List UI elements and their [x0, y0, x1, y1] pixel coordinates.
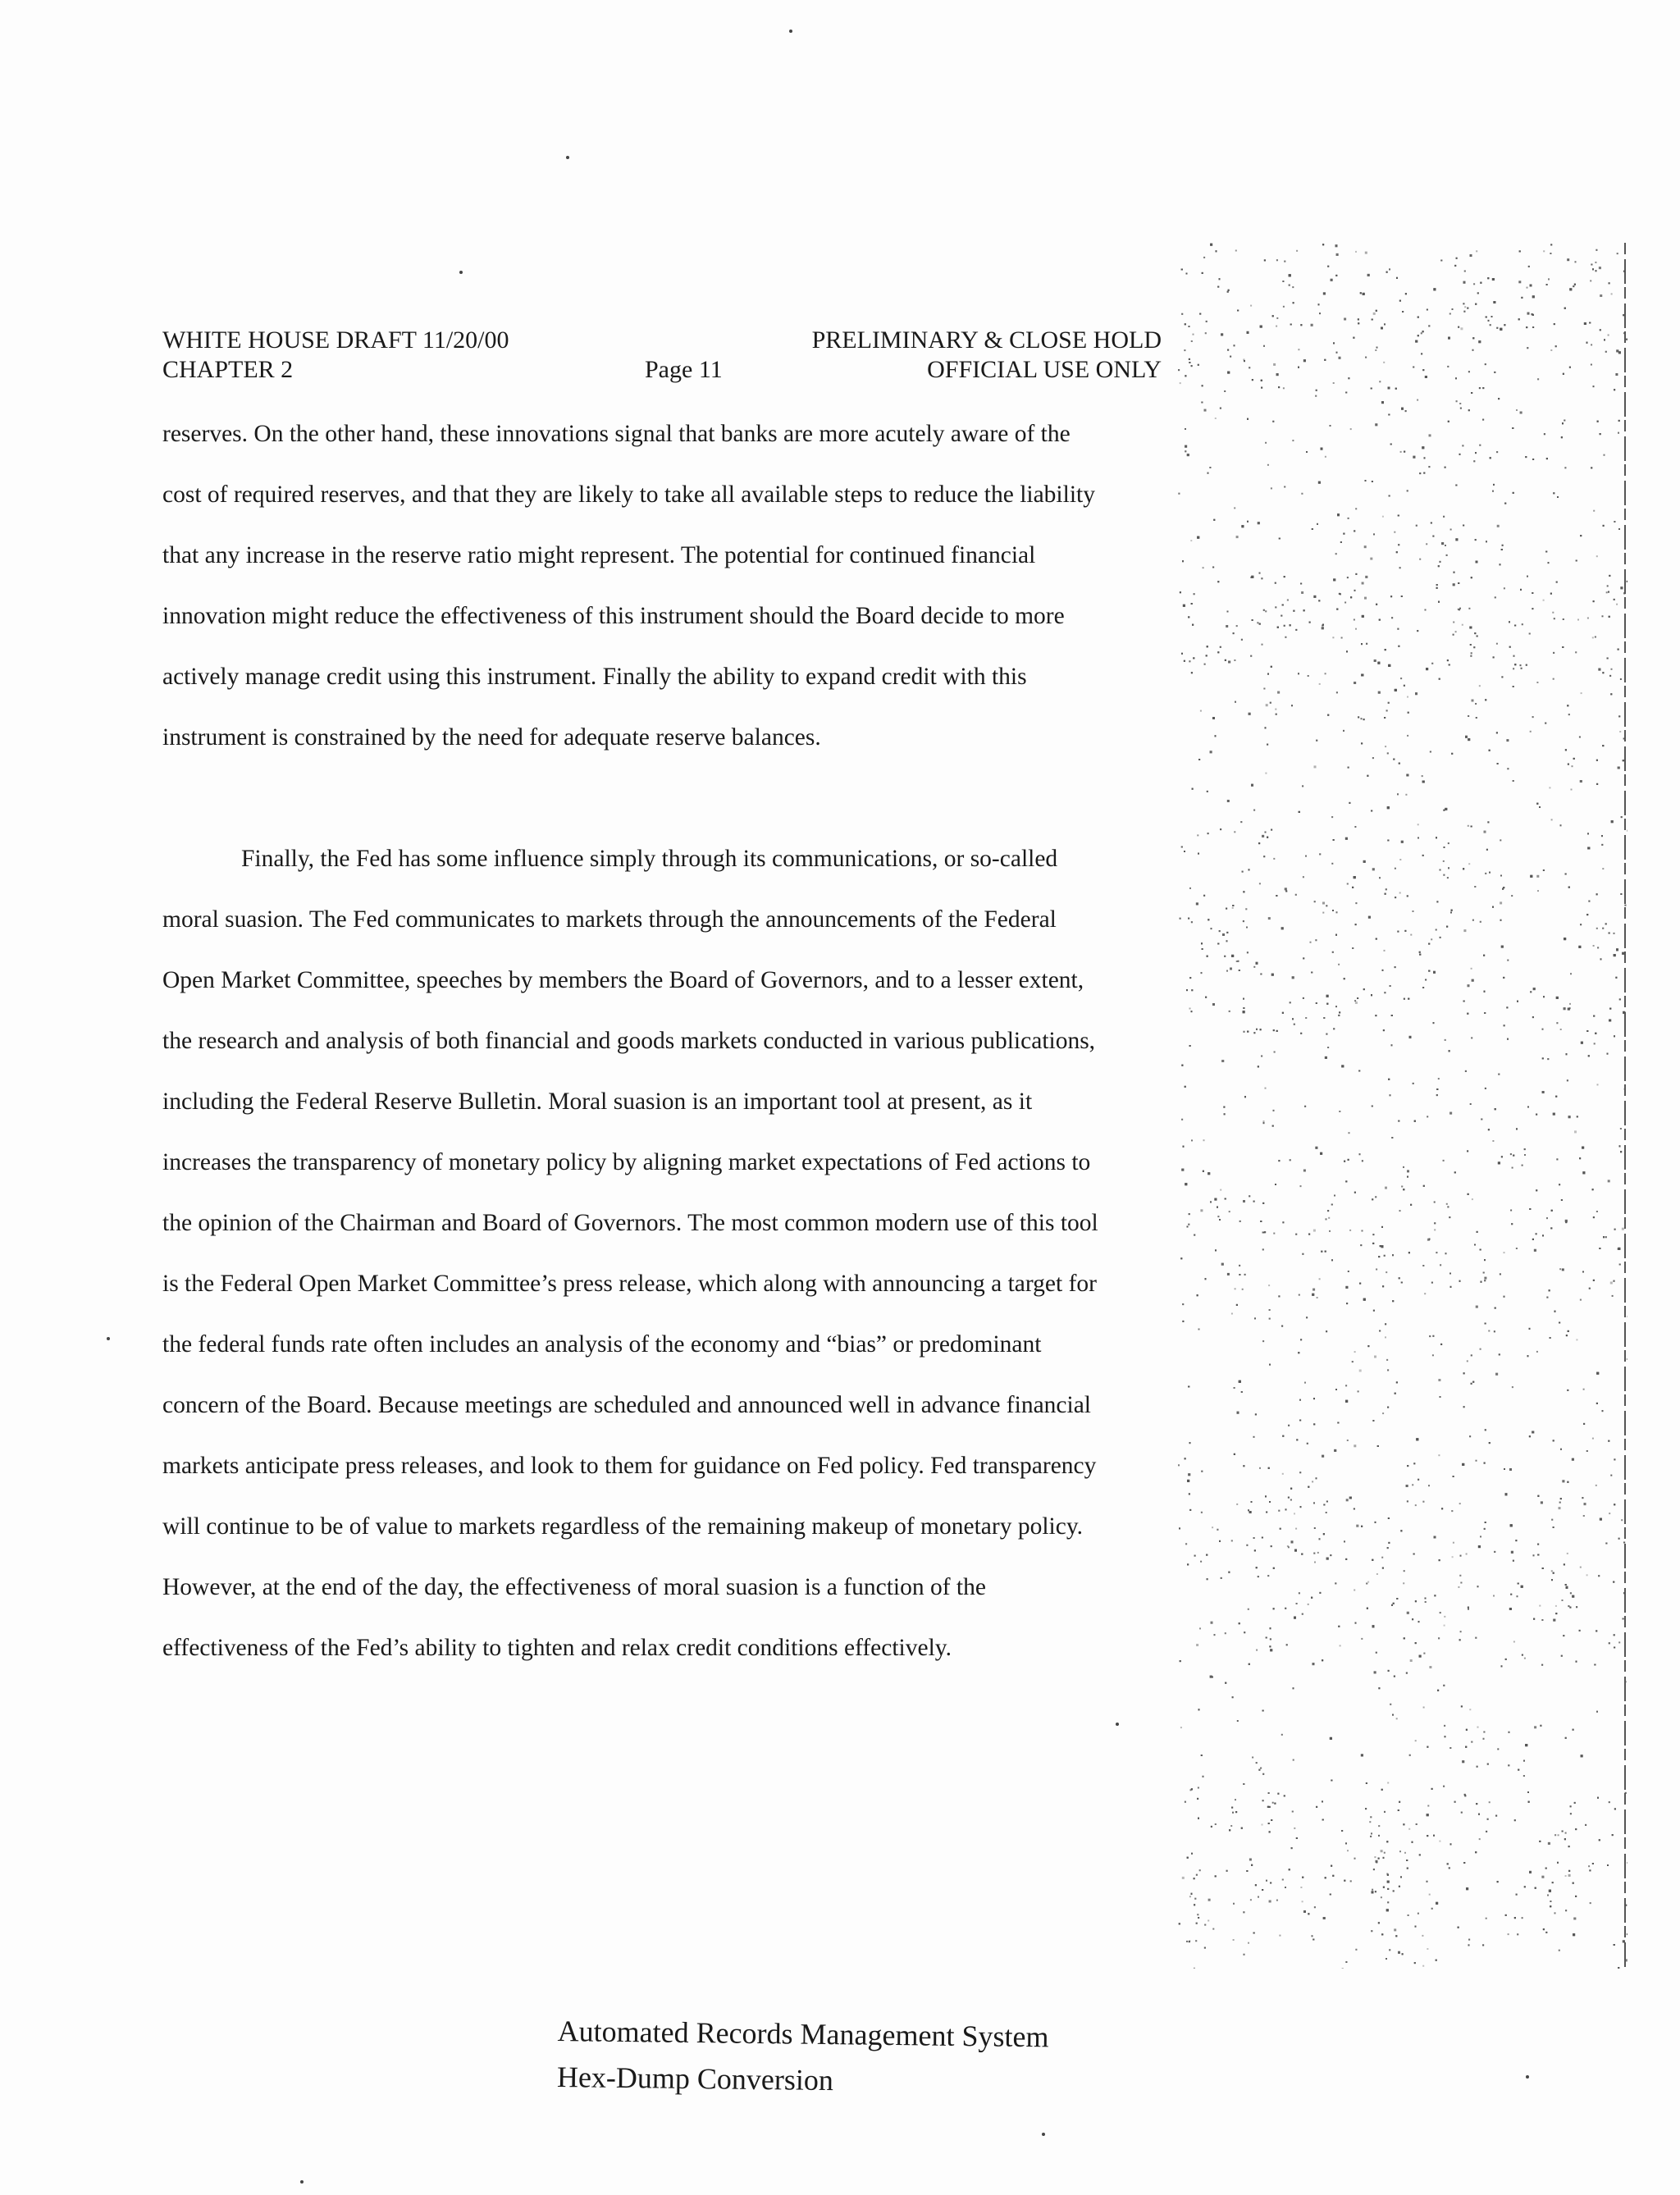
text-line: innovation might reduce the effectiveness of this instrument should the Board decide to more	[162, 603, 1065, 629]
page-header	[162, 326, 1162, 386]
paragraph-1	[162, 404, 1162, 768]
scan-speck	[300, 2180, 304, 2184]
text-line: markets anticipate press releases, and look to them for guidance on Fed policy. Fed transparency	[162, 1453, 1097, 1479]
text-line: concern of the Board. Because meetings are scheduled and announced well in advance financial	[162, 1392, 1091, 1418]
text-line: the opinion of the Chairman and Board of Governors. The most common modern use of this tool	[162, 1210, 1098, 1236]
scan-speck	[789, 30, 792, 33]
text-line: the research and analysis of both financial and goods markets conducted in various publications,	[162, 1028, 1096, 1054]
text-line: increases the transparency of monetary policy by aligning market expectations of Fed actions to	[162, 1149, 1091, 1175]
text-line: instrument is constrained by the need for adequate reserve balances.	[162, 724, 821, 751]
text-line: is the Federal Open Market Committee’s press release, which along with announcing a target for	[162, 1271, 1097, 1297]
text-line: cost of required reserves, and that they are likely to take all available steps to reduce the liability	[162, 481, 1095, 508]
scan-speck	[1042, 2133, 1045, 2136]
text-line: reserves. On the other hand, these innovations signal that banks are more acutely aware of the	[162, 421, 1071, 447]
text-line: effectiveness of the Fed’s ability to tighten and relax credit conditions effectively.	[162, 1635, 952, 1661]
scan-speck	[1526, 2075, 1529, 2079]
official-use-label: OFFICIAL USE ONLY	[927, 356, 1162, 383]
paragraph-spacer	[162, 768, 1162, 828]
classification-label: PRELIMINARY & CLOSE HOLD	[811, 326, 1162, 354]
text-line: the federal funds rate often includes an analysis of the economy and “bias” or predominant	[162, 1331, 1042, 1358]
text-line: including the Federal Reserve Bulletin. Moral suasion is an important tool at present, as it	[162, 1088, 1033, 1115]
footer-system-name: Automated Records Management System	[557, 2014, 1049, 2054]
footer-conversion-label: Hex-Dump Conversion	[556, 2060, 834, 2097]
scan-speck	[566, 156, 569, 159]
page-footer	[557, 2008, 1049, 2106]
text-line: However, at the end of the day, the effectiveness of moral suasion is a function of the	[162, 1574, 986, 1600]
text-line: actively manage credit using this instrument. Finally the ability to expand credit with this	[162, 664, 1027, 690]
text-line: moral suasion. The Fed communicates to markets through the announcements of the Federal	[162, 906, 1057, 933]
chapter-label: CHAPTER 2	[162, 356, 294, 383]
scan-noise-strip	[1178, 243, 1628, 1969]
text-line: Finally, the Fed has some influence simply through its communications, or so-called	[241, 846, 1058, 872]
draft-label: WHITE HOUSE DRAFT 11/20/00	[162, 326, 509, 354]
paragraph-2	[162, 828, 1162, 1678]
scan-speck	[1116, 1723, 1119, 1726]
header-row-2	[162, 356, 1162, 386]
scan-noise-graphic	[1178, 243, 1628, 1969]
body-text	[162, 404, 1162, 1678]
scan-speck	[107, 1337, 110, 1340]
header-row-1	[162, 326, 1162, 356]
scan-speck	[459, 271, 463, 274]
page-number: Page 11	[645, 356, 723, 383]
text-line: will continue to be of value to markets regardless of the remaining makeup of monetary policy.	[162, 1513, 1084, 1540]
text-line: Open Market Committee, speeches by members the Board of Governors, and to a lesser extent,	[162, 967, 1084, 993]
text-line: that any increase in the reserve ratio might represent. The potential for continued financial	[162, 542, 1036, 568]
